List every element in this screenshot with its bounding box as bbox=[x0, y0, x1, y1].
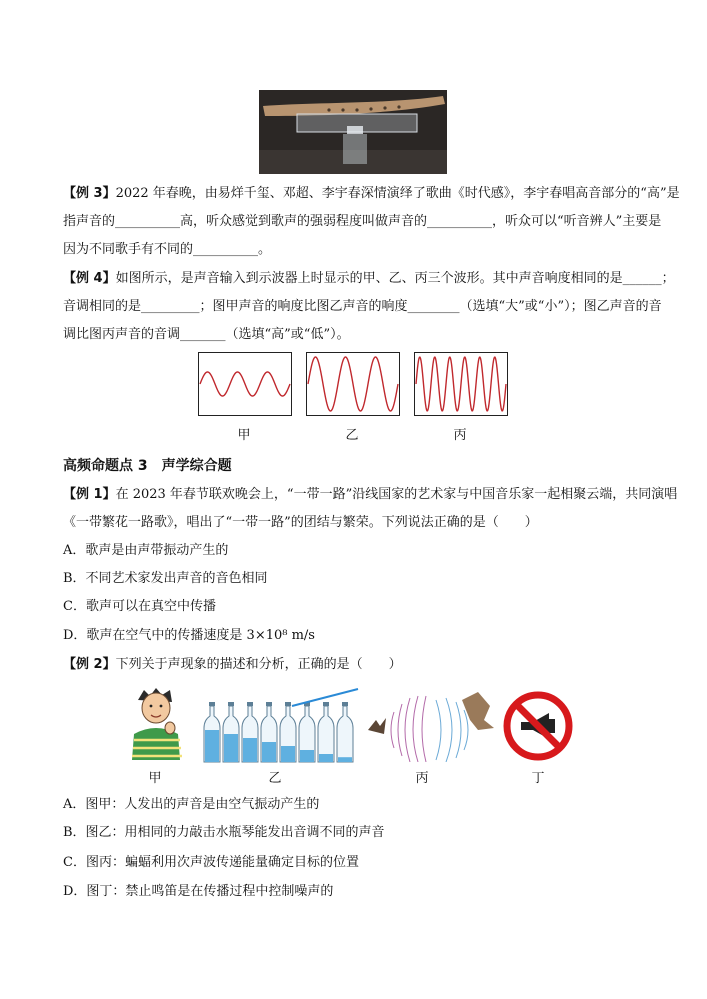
q2-option-b: B．图乙：用相同的力敲击水瓶琴能发出音调不同的声音 bbox=[63, 825, 385, 840]
waveform-jia-curve bbox=[200, 372, 290, 396]
bottle-cap bbox=[266, 702, 272, 706]
q2-text-1: 下列关于声现象的描述和分析，正确的是（ ） bbox=[115, 657, 402, 672]
q1-line-2: 《一带繁花一路歌》，唱出了“一带一路”的团结与繁荣。下列说法正确的是（ ） bbox=[63, 515, 538, 530]
bottle-cap bbox=[323, 702, 329, 706]
q2-caption-bing: 丙 bbox=[415, 771, 429, 786]
section-heading: 高频命题点 3 声学综合题 bbox=[63, 458, 232, 474]
figure-jia-person bbox=[126, 686, 188, 764]
bottle-cap bbox=[342, 702, 348, 706]
q2-option-a: A．图甲：人发出的声音是由空气振动产生的 bbox=[63, 797, 320, 812]
waveform-bing bbox=[414, 352, 508, 416]
waveform-bing-curve bbox=[416, 357, 506, 411]
q2-caption-jia: 甲 bbox=[148, 771, 162, 786]
q2-option-c: C．图丙：蝙蝠利用次声波传递能量确定目标的位置 bbox=[63, 855, 359, 870]
q1-text-1: 在 2023 年春节联欢晚会上，“一带一路”沿线国家的艺术家与中国音乐家一起相聚云端，共同演唱 bbox=[115, 487, 678, 502]
bottle-cap bbox=[285, 702, 291, 706]
figure-bing-bat-echolocation bbox=[366, 690, 502, 766]
q1-label: 【例 1】 bbox=[63, 487, 116, 502]
q2-caption-ding: 丁 bbox=[531, 771, 545, 786]
q1-option-c: C．歌声可以在真空中传播 bbox=[63, 599, 216, 614]
ex3-label: 【例 3】 bbox=[63, 186, 116, 201]
ex4-label: 【例 4】 bbox=[63, 271, 116, 286]
q2-option-d: D．图丁：禁止鸣笛是在传播过程中控制噪声的 bbox=[63, 884, 334, 899]
bottle-cap bbox=[228, 702, 234, 706]
q1-line-1 bbox=[63, 485, 677, 505]
bottle-water bbox=[300, 750, 314, 762]
waveform-yi-curve bbox=[308, 357, 398, 411]
waveform-caption-bing: 丙 bbox=[453, 428, 467, 443]
water-bottle bbox=[337, 706, 353, 762]
waveform-yi bbox=[306, 352, 400, 416]
bottle-water bbox=[205, 730, 219, 762]
figure-yi-water-bottles bbox=[200, 688, 360, 768]
bone-flute-photo bbox=[259, 90, 447, 174]
ex3-line-1 bbox=[63, 184, 680, 204]
figure-ding-no-horn-sign bbox=[503, 691, 573, 765]
ex4-line-2: 音调相同的是_________；图甲声音的响度比图乙声音的响度________（选填“大”或“小”）；图乙声音的音 bbox=[63, 299, 662, 314]
bottle-cap bbox=[209, 702, 215, 706]
q1-option-d: D．歌声在空气中的传播速度是 3×10⁸ m/s bbox=[63, 628, 315, 643]
q2-caption-yi: 乙 bbox=[268, 771, 282, 786]
bottle-cap bbox=[247, 702, 253, 706]
ex3-text-1: 2022 年春晚，由易烊千玺、邓超、李宇春深情演绎了歌曲《时代感》，李宇春唱高音部分的“高”是 bbox=[115, 186, 680, 201]
bottle-water bbox=[281, 746, 295, 762]
ex4-text-1: 如图所示，是声音输入到示波器上时显示的甲、乙、丙三个波形。其中声音响度相同的是______； bbox=[115, 271, 675, 286]
bottle-water bbox=[262, 742, 276, 762]
ex3-line-3: 因为不同歌手有不同的__________。 bbox=[63, 242, 272, 257]
bottle-water bbox=[338, 757, 352, 762]
q2-label: 【例 2】 bbox=[63, 657, 116, 672]
waveform-jia bbox=[198, 352, 292, 416]
waveform-caption-yi: 乙 bbox=[345, 428, 359, 443]
waveform-caption-jia: 甲 bbox=[237, 428, 251, 443]
bottle-water bbox=[224, 734, 238, 762]
q1-option-a: A．歌声是由声带振动产生的 bbox=[63, 543, 229, 558]
q2-line-1 bbox=[63, 655, 402, 675]
q1-option-b: B．不同艺术家发出声音的音色相同 bbox=[63, 571, 268, 586]
bottle-water bbox=[243, 738, 257, 762]
ex4-line-1 bbox=[63, 269, 675, 289]
bottle-water bbox=[319, 754, 333, 762]
ex4-line-3: 调比图丙声音的音调_______（选填“高”或“低”）。 bbox=[63, 327, 350, 342]
ex3-line-2: 指声音的__________高，听众感觉到歌声的强弱程度叫做声音的__________，听众可以“听音辨人”主要是 bbox=[63, 214, 662, 229]
water-bottle bbox=[318, 706, 334, 762]
